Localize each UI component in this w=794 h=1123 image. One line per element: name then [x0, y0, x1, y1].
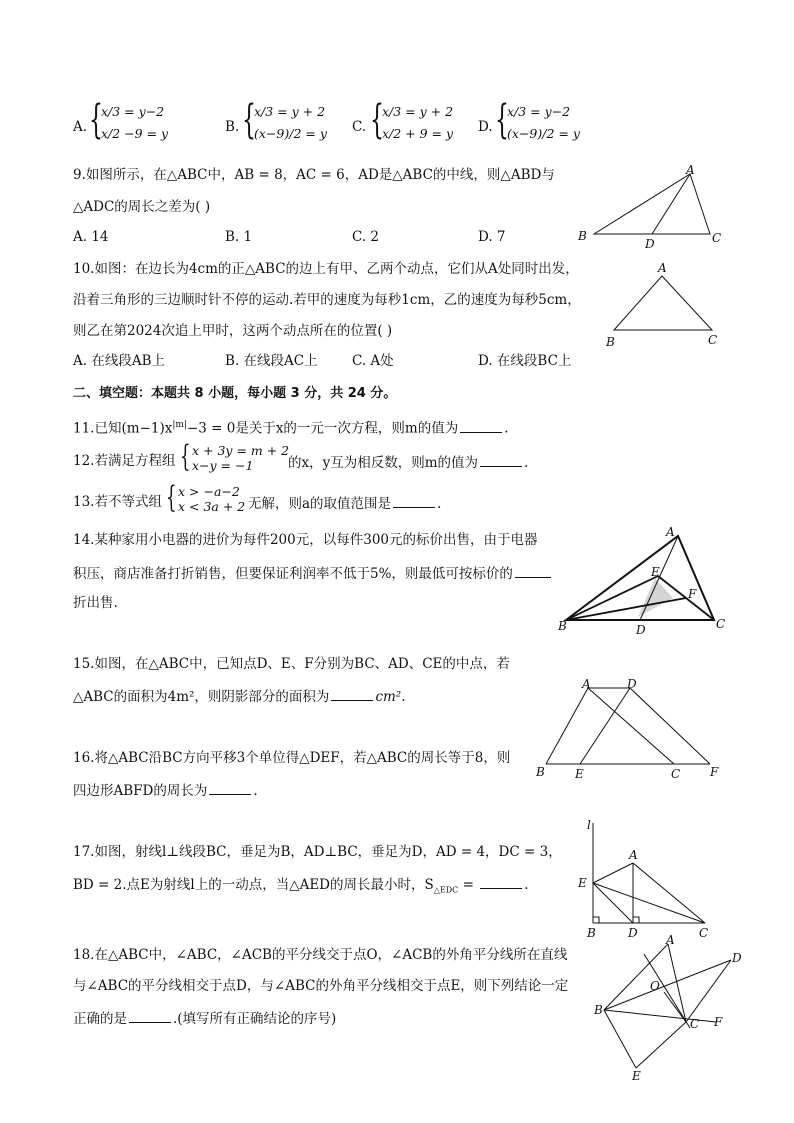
- q10-option-b: B. 在线段AC上: [225, 353, 318, 369]
- q15-triangle-abc: [566, 536, 714, 620]
- q9-label-d: D: [645, 237, 655, 251]
- q8-option-b-row1: x/3 = y + 2: [254, 104, 326, 119]
- q16-segment-de: [580, 688, 630, 764]
- q18-label-o: O: [650, 979, 660, 993]
- q18-line3-row: [73, 1008, 336, 1028]
- q16-label-a: A: [582, 678, 591, 691]
- q17-line2-row: [73, 874, 528, 900]
- q9-option-d: D. 7: [478, 229, 506, 245]
- q17-line1: 17.如图，射线l⊥线段BC，垂足为B，AD⊥BC，垂足为D，AD = 4，DC = 3，: [73, 844, 562, 860]
- q9-median-ad: [652, 174, 690, 234]
- q8-option-d-row2: (x−9)/2 = y: [507, 126, 580, 141]
- q10-line1: 10.如图：在边长为4cm的正△ABC的边上有甲、乙两个动点，它们从A处同时出发，: [73, 261, 579, 277]
- q15-unit: cm².: [375, 689, 406, 705]
- q17-label-b: B: [587, 926, 596, 940]
- q14-answer-blank[interactable]: [515, 563, 551, 578]
- q12-system-row1: x + 3y = m + 2: [192, 443, 290, 458]
- section-fill-in-title: 二、填空题：本题共 8 小题，每小题 3 分，共 24 分。: [73, 386, 397, 401]
- q10-option-c: C. A处: [352, 353, 394, 369]
- q17-equals: =: [458, 877, 479, 893]
- q15-label-c: C: [716, 617, 726, 631]
- q18-label-d: D: [732, 951, 742, 965]
- q8-option-d-label: D.: [478, 119, 493, 135]
- q10-line3: 则乙在第2024次追上甲时，这两个动点所在的位置( ): [73, 323, 393, 339]
- q12-end: .: [524, 455, 529, 471]
- q16-end: .: [253, 783, 258, 799]
- q15-answer-blank[interactable]: [331, 686, 373, 701]
- q14-line1: 14.某种家用小电器的进价为每件200元，以每件300元的标价出售，由于电器: [73, 532, 538, 548]
- q17-label-a: A: [629, 848, 638, 862]
- q10-label-c: C: [708, 333, 718, 347]
- q9-option-c: C. 2: [352, 229, 380, 245]
- q18-segment-be: [604, 1010, 636, 1068]
- q17-label-d: D: [628, 926, 638, 940]
- q18-line1: 18.在△ABC中，∠ABC，∠ACB的平分线交于点O，∠ACB的外角平分线所在直线: [73, 947, 568, 963]
- q9-triangle-abc: [594, 174, 710, 234]
- q18-label-c: C: [690, 1017, 700, 1031]
- q17-segment-ec: [593, 883, 705, 923]
- q12-answer-blank[interactable]: [480, 452, 522, 467]
- q8-option-a-label: A.: [73, 119, 88, 135]
- q8-option-b-row2: (x−9)/2 = y: [254, 126, 327, 141]
- q16-label-f: F: [710, 765, 719, 779]
- q15-line2-row: [73, 686, 406, 706]
- q16-segment-ab: [546, 688, 588, 764]
- q15-segment-bf: [566, 598, 686, 620]
- q8-option-c-row1: x/3 = y + 2: [382, 104, 454, 119]
- q13-text-post: 无解，则a的取值范围是: [248, 496, 392, 512]
- q16-label-d: D: [627, 678, 637, 691]
- q8-option-a-row1: x/3 = y−2: [101, 104, 165, 119]
- q15-label-b: B: [558, 619, 567, 633]
- q10-line2: 沿着三角形的三边顺时针不停的运动.若甲的速度为每秒1cm，乙的速度为每秒5cm，: [73, 292, 581, 308]
- q9-label-a: A: [686, 163, 695, 177]
- q17-segment-ac: [633, 863, 705, 923]
- q17-label-l: l: [587, 818, 591, 832]
- q18-line-ce: [636, 1022, 686, 1068]
- q14-line3: 折出售.: [73, 595, 118, 611]
- q16-figure: [534, 678, 730, 782]
- q13-system-row1: x > −a−2: [178, 484, 240, 499]
- q11-end: .: [504, 420, 509, 437]
- q15-label-f: F: [688, 587, 697, 601]
- q9-label-c: C: [712, 231, 722, 245]
- q10-label-a: A: [658, 261, 667, 275]
- q16-line2: 四边形ABFD的周长为: [73, 783, 208, 799]
- q17-subscript: △EDC: [433, 885, 459, 895]
- q14-line2: 积压，商店准备打折销售，但要保证利润率不低于5%，则最低可按标价的: [73, 566, 513, 582]
- q16-answer-blank[interactable]: [209, 780, 251, 795]
- q16-segment-ac: [588, 688, 674, 764]
- q15-label-e: E: [651, 565, 660, 579]
- q13-answer-blank[interactable]: [393, 493, 435, 508]
- q13-system-row2: x < 3a + 2: [178, 499, 246, 514]
- q18-label-f: F: [714, 1015, 723, 1029]
- q12-text-pre: 12.若满足方程组: [73, 453, 176, 469]
- q10-option-a: A. 在线段AB上: [73, 353, 166, 369]
- q17-right-angle-b: [593, 917, 599, 923]
- q18-label-a: A: [666, 933, 675, 947]
- q11-text-pre: 11.已知(m−1)x: [73, 420, 173, 437]
- q8-option-c-row2: x/2 + 9 = y: [382, 126, 454, 141]
- q10-option-d: D. 在线段BC上: [478, 353, 572, 369]
- q9-figure: [574, 162, 734, 252]
- q17-answer-blank[interactable]: [480, 874, 522, 889]
- q18-line-bd: [604, 960, 731, 1010]
- q10-figure: [598, 258, 728, 350]
- q18-figure: [586, 932, 744, 1086]
- q17-right-angle-d: [633, 917, 639, 923]
- q16-line2-row: [73, 780, 258, 800]
- q10-label-b: B: [606, 335, 615, 349]
- q10-triangle-abc: [614, 276, 712, 330]
- q17-figure: [575, 815, 715, 941]
- q16-segment-df: [630, 688, 710, 764]
- q16-label-e: E: [575, 767, 584, 781]
- q11-exponent: |m|: [172, 420, 187, 430]
- q18-label-b: B: [594, 1003, 603, 1017]
- q8-option-a-row2: x/2 −9 = y: [101, 126, 169, 141]
- q15-line1: 15.如图，在△ABC中，已知点D、E、F分别为BC、AD、CE的中点，若: [73, 656, 510, 672]
- q18-line-bf: [604, 1010, 716, 1022]
- q17-end: .: [524, 877, 529, 893]
- q16-line1: 16.将△ABC沿BC方向平移3个单位得△DEF，若△ABC的周长等于8，则: [73, 750, 511, 766]
- q11-answer-blank[interactable]: [460, 418, 502, 433]
- q15-label-d: D: [636, 623, 646, 637]
- q15-figure: [554, 522, 734, 642]
- q12-text-post: 的x，y互为相反数，则m的值为: [288, 455, 479, 471]
- q12-system-row2: x−y = −1: [192, 458, 254, 473]
- q9-option-b: B. 1: [225, 229, 253, 245]
- q18-line3-post: .(填写所有正确结论的序号): [173, 1011, 337, 1027]
- q18-line2: 与∠ABC的平分线相交于点D，与∠ABC的外角平分线相交于点E，则下列结论一定: [73, 978, 569, 994]
- q17-label-e: E: [578, 876, 587, 890]
- q11-text-post: −3 = 0是关于x的一元一次方程，则m的值为: [186, 420, 459, 437]
- q9-line2: △ADC的周长之差为( ): [73, 199, 211, 215]
- q16-label-c: C: [671, 767, 681, 781]
- q17-label-c: C: [699, 926, 709, 940]
- q18-label-e: E: [632, 1069, 641, 1083]
- q15-label-a: A: [666, 525, 675, 539]
- q16-label-b: B: [536, 765, 545, 779]
- q17-line2: BD = 2.点E为射线l上的一动点，当△AED的周长最小时，S: [73, 877, 434, 893]
- q17-segment-ea: [593, 863, 633, 883]
- q14-line2-row: [73, 563, 553, 583]
- q8-option-c-label: C.: [352, 119, 367, 135]
- q8-option-d-row1: x/3 = y−2: [507, 104, 571, 119]
- q9-line1: 9.如图所示，在△ABC中，AB = 8，AC = 6，AD是△ABC的中线，则△ABD与: [73, 167, 555, 183]
- q13-end: .: [437, 496, 442, 512]
- q9-label-b: B: [578, 229, 587, 243]
- q8-option-b-label: B.: [225, 119, 240, 135]
- q18-line3: 正确的是: [73, 1011, 127, 1027]
- q15-line2: △ABC的面积为4m²，则阴影部分的面积为: [73, 689, 330, 705]
- q9-option-a: A. 14: [73, 229, 109, 245]
- q11: [73, 416, 509, 438]
- q18-answer-blank[interactable]: [129, 1008, 171, 1023]
- q13-text-pre: 13.若不等式组: [73, 494, 162, 510]
